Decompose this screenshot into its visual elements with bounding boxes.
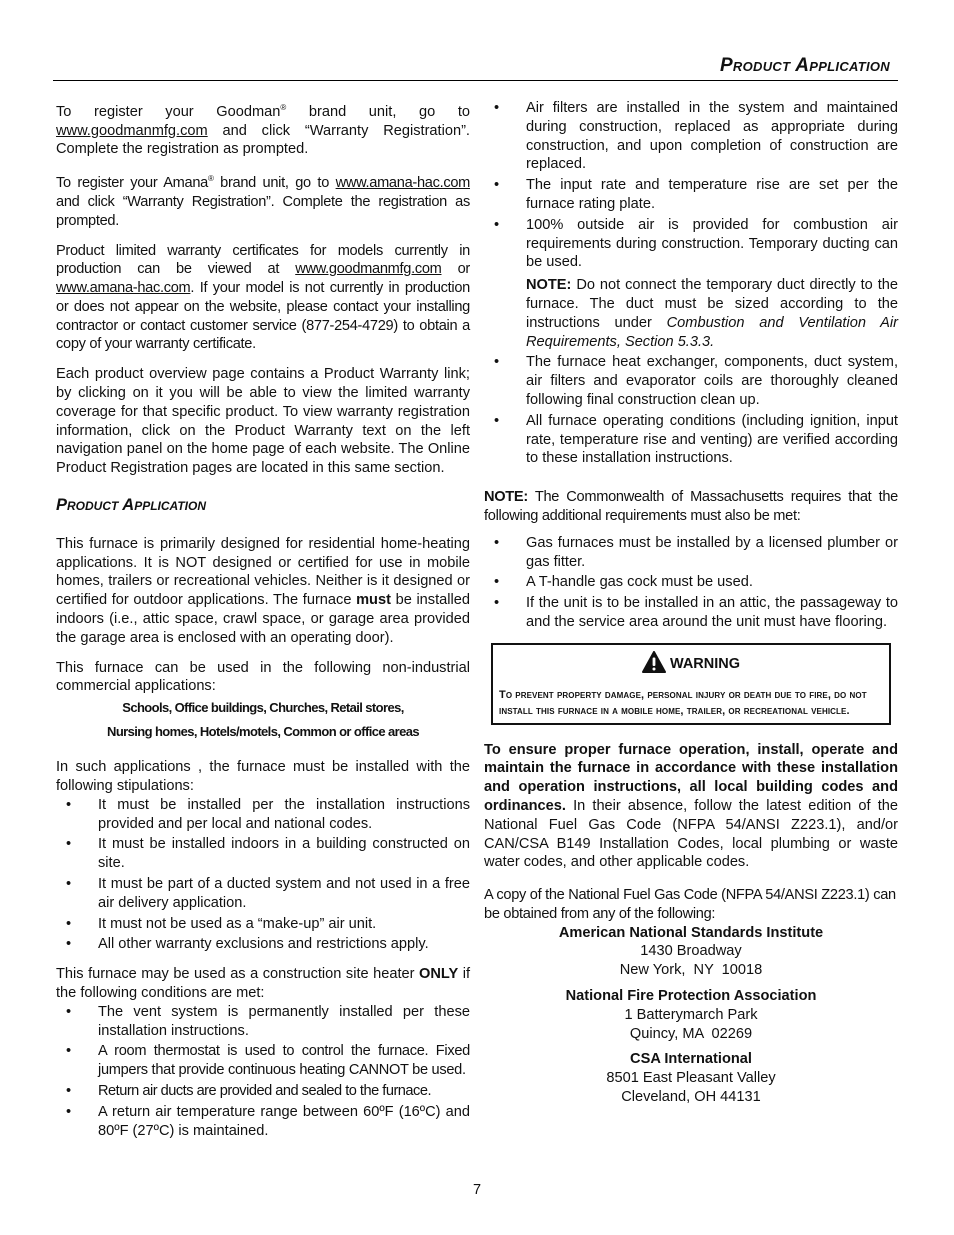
warning-box (491, 643, 891, 725)
list-item: • All furnace operating conditions (including ignition, input rate, temperature rise and venting) are verified according to these installation instructions. (494, 412, 898, 467)
warning-header (499, 651, 883, 679)
header-rule (53, 80, 898, 81)
registered-mark: ® (207, 174, 214, 184)
codes-paragraph: To ensure proper furnace operation, install, operate and maintain the furnace in accordance with these installation and operation instructions, all local building codes and ordinances. In their absence, follow the latest edition of the National Fuel Gas Code (NFPA 54/ANSI Z223.1), and/or CAN/CSA B149 Installation Codes, local plumbing or waste water codes, and other applicable codes. (484, 741, 898, 871)
address-block-csa: CSA International 8501 East Pleasant Valley Cleveland, OH 44131 (606, 1051, 776, 1106)
massachusetts-note: NOTE: The Commonwealth of Massachusetts requires that the following additional requirements must also be met: (484, 489, 898, 524)
left-column (56, 99, 470, 1151)
amana-registration-paragraph: To register your Amana® brand unit, go to www.amana-hac.com and click “Warranty Registration”. Complete the registration as prompted. (56, 174, 470, 229)
section-reference: Combustion and Ventilation Air Requirements, Section 5.3.3. (526, 314, 899, 350)
copy-intro: A copy of the National Fuel Gas Code (NFPA 54/ANSI Z223.1) can be obtained from any of the following: (484, 887, 896, 922)
right-column (484, 99, 898, 1114)
list-item: • Gas furnaces must be installed by a licensed plumber or gas fitter. (494, 534, 898, 570)
temporary-duct-note: NOTE: Do not connect the temporary duct directly to the furnace. The duct must be sized according to the instructions under Combustion and Ventilation Air Requirements, Section 5.3.3. (526, 277, 899, 350)
construction-heater-intro: This furnace may be used as a construction site heater ONLY if the following conditions are met: (56, 966, 470, 1001)
list-item: • A room thermostat is used to control the furnace. Fixed jumpers that provide continuous heating CANNOT be used. (66, 1043, 470, 1079)
massachusetts-requirements-list (484, 534, 898, 632)
list-item: • All other warranty exclusions and restrictions apply. (66, 936, 429, 953)
warning-text: To prevent property damage, personal injury or death due to fire, do not install this furnace in a mobile home, trailer, or recreational vehicle. (499, 688, 867, 717)
list-item: • The input rate and temperature rise are set per the furnace rating plate. (494, 177, 898, 212)
product-overview-paragraph: Each product overview page contains a Product Warranty link; by clicking on it you will be able to view the limited warranty coverage for that specific product. To view warranty registration information, click on the Product Warranty text on the left navigation panel on the home page of each website. The Online Product Registration pages are located in this same section. (56, 366, 470, 477)
construction-conditions-more-list (484, 353, 898, 468)
list-item: • If the unit is to be installed in an attic, the passageway to and the service area around the unit must have flooring. (494, 595, 898, 630)
address-block-ansi: American National Standards Institute 1430 Broadway New York, NY 10018 (558, 924, 824, 979)
list-item: • It must be part of a ducted system and not used in a free air delivery application. (66, 876, 470, 911)
goodman-website-link[interactable]: www.goodmanmfg.com (56, 122, 208, 139)
page-number: 7 (472, 1182, 482, 1198)
commercial-intro: This furnace can be used in the following non-industrial commercial applications: (56, 659, 470, 695)
goodman-registration-paragraph: To register your Goodman® brand unit, go to www.goodmanmfg.com and click “Warranty Registration”. Complete the registration as prompted. (56, 103, 470, 158)
construction-conditions-continued-list (484, 99, 898, 272)
warning-title: WARNING (669, 656, 741, 673)
warranty-certificates-paragraph: Product limited warranty certificates for models currently in production can be viewed at www.goodmanmfg.com or www.amana-hac.com. If your model is not currently in production or does not appear on the website, please contact your installing contractor or contact customer service (877-254-4729) to obtain a copy of your warranty certificate. (56, 242, 470, 353)
amana-website-link[interactable]: www.amana-hac.com (335, 175, 470, 192)
address-block-nfpa: National Fire Protection Association 1 Batterymarch Park Quincy, MA 02269 (565, 988, 817, 1042)
list-item: • 100% outside air is provided for combustion air requirements during construction. Temporary ducting can be used. (494, 216, 898, 271)
list-item: • It must be installed indoors in a building constructed on site. (66, 836, 470, 872)
list-item: • It must be installed per the installation instructions provided and per local and national codes. (66, 796, 470, 832)
section-heading-product-application: Product Application (56, 496, 206, 515)
commercial-applications-list: Schools, Office buildings, Churches, Retail stores, Nursing homes, Hotels/motels, Common or office areas (107, 700, 419, 740)
construction-conditions-list (56, 1003, 470, 1141)
stipulations-list (56, 796, 470, 954)
list-item: • It must not be used as a “make-up” air unit. (66, 915, 377, 932)
list-item: • Return air ducts are provided and sealed to the furnace. (66, 1082, 432, 1099)
amana-website-link[interactable]: www.amana-hac.com (56, 280, 191, 297)
list-item: • A return air temperature range between 60ºF (16ºC) and 80ºF (27ºC) is maintained. (66, 1103, 470, 1139)
list-item: • A T-handle gas cock must be used. (494, 574, 753, 591)
page-header-title: Product Application (719, 55, 890, 76)
goodman-website-link[interactable]: www.goodmanmfg.com (295, 261, 442, 278)
warning-triangle-icon (642, 651, 666, 679)
registered-mark: ® (280, 103, 287, 112)
list-item: • The furnace heat exchanger, components, duct system, air filters and evaporator coils are thoroughly cleaned following final construction clean up. (494, 354, 898, 408)
list-item: • Air filters are installed in the system and maintained during construction, replaced as appropriate during construction, and upon completion of construction are replaced. (494, 100, 898, 173)
residential-application-paragraph: This furnace is primarily designed for residential home-heating applications. It is NOT designed or certified for use in mobile homes, trailers or recreational vehicles. Neither is it designed or certified for outdoor applications. The furnace must be installed indoors (i.e., attic space, crawl space, or garage area provided the garage area is enclosed with an operating door). (56, 535, 470, 646)
stipulations-intro: In such applications , the furnace must be installed with the following stipulations: (56, 759, 470, 795)
list-item: • The vent system is permanently installed per these installation instructions. (66, 1003, 470, 1039)
